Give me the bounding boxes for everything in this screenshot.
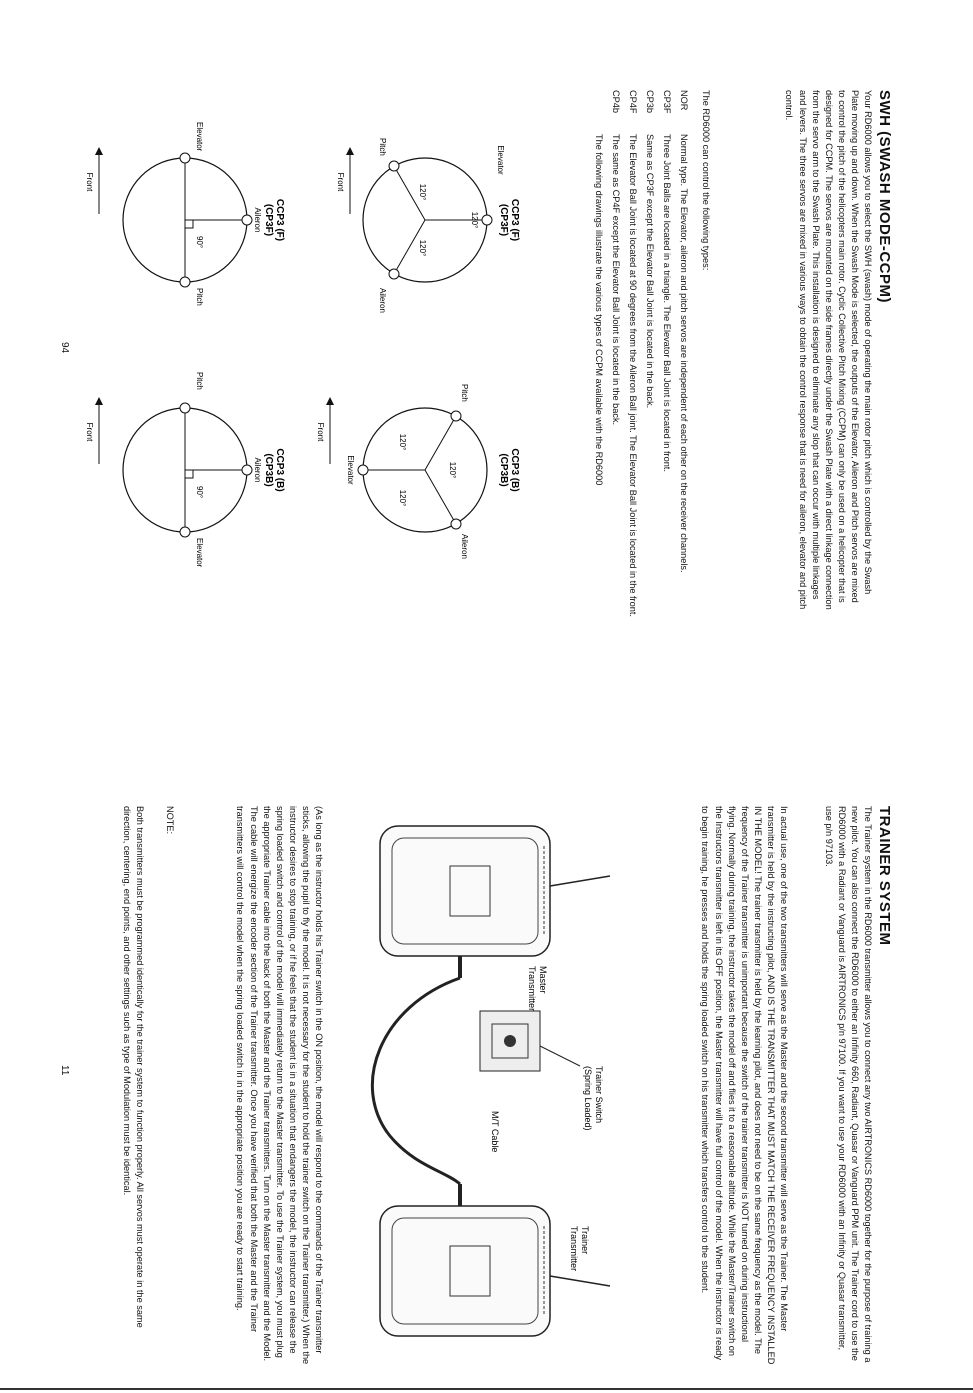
diagram-title: CCP3 (B) bbox=[509, 448, 520, 492]
ball-joint-icon bbox=[242, 215, 252, 225]
trainer-figure-svg bbox=[340, 806, 640, 1366]
trainer-switch-detail bbox=[480, 1011, 580, 1071]
front-label: Front bbox=[85, 422, 94, 442]
ball-joint-icon bbox=[242, 465, 252, 475]
pitch-label: Pitch bbox=[460, 384, 469, 402]
diagram-title: CCP3 (F) bbox=[509, 198, 520, 242]
mt-cable-icon bbox=[372, 978, 460, 1184]
angle-label: 120° bbox=[398, 489, 407, 507]
aileron-label: Aileron bbox=[378, 288, 387, 313]
diagram-cp4f-90 bbox=[85, 122, 285, 306]
ball-joint-icon bbox=[389, 269, 399, 279]
ball-joint-icon bbox=[180, 153, 190, 163]
pitch-label: Pitch bbox=[195, 288, 204, 306]
aileron-label: Aileron bbox=[460, 534, 469, 559]
angle-label: 90° bbox=[195, 486, 204, 499]
elevator-label: Elevator bbox=[496, 145, 505, 175]
type-row-cp4b: CP4b The same as CP4F except the Elevator Ball Joint is located in the back. bbox=[610, 90, 621, 426]
trainer-after: (As long as the instructor holds his Trainer switch in the ON position, the model will respond to the commands of the Trainer transmitter sticks, allowing the pupil to fly the model. It is not necessary for the student to hold the trainer switch on the Trainer transmitter.) When the instructor desires to stop training, or if he feels that the student is in a situation that endangers the model, the instructor can release the spring loaded switch and control of the model will immediately return to the Master transmitter. To use the Trainer system, you must plug the appropriate Trainer cable into the back of both the Master and the Trainer transmitters. Turn on the Master transmitter and the Model. The cable will energize the encoder section of the Trainer transmitter. Once you have verified that both the Master and the Trainer transmitters will control the model when the spring loaded switch in in the appropriate position you are ready to start training. bbox=[235, 806, 324, 1365]
switch-label-2: (Spring Loaded) bbox=[583, 1066, 593, 1131]
swash-mode-intro: Your RD6000 allows you to select the SWH (swash) mode of operating the main rotor pitch which is controlled by the Swash Plate moving up and down. When the Swash Mode is selected, the outputs of the Elevator, Aileron and Pitch servos are mixed to control the pitch of the helicopters main rotor. Cyclic Collective Pitch Mixing (CCPM) can only be used on a helicopter that is designed for CCPM. The servos are mounted on the side frames directly under the Swash Plate with a direct linkage connection from the servo arm to the Swash Plate. This installation is designed to eliminate any slop that can occur with multiple linkages and levers. The three servos are mixed in various ways to obtain the control response that is need for aileron, elevator and pitch control. bbox=[784, 90, 873, 610]
diagram-subtitle: (CP3B) bbox=[263, 453, 274, 487]
trainer-label-1: Trainer bbox=[580, 1226, 590, 1255]
ball-joint-icon bbox=[451, 411, 461, 421]
angle-label: 120° bbox=[418, 239, 427, 257]
diagram-cp4b-90 bbox=[85, 372, 285, 568]
swash-mode-heading: SWH (SWASH MODE-CCPM) bbox=[876, 90, 893, 303]
ccpm-diagrams-svg bbox=[60, 120, 530, 680]
master-transmitter-drawing bbox=[380, 826, 610, 978]
type-row-cp3f: CP3F Three Joint Balls are located in a triangle. The Elevator Ball Joint is located in front. bbox=[661, 90, 672, 472]
trainer-heading: TRAINER SYSTEM bbox=[876, 806, 893, 946]
type-row-cp3b: CP3b Same as CP3F except the Elevator Ball Joint is located in the back. bbox=[644, 90, 655, 409]
trainer-intro: The Trainer system in the RD6000 transmitter allows you to connect any two AIRTRONICS RD6000 together for the purpose of training a new pilot. You can also connect the RD6000 to either an Infinity 660, Radiant, Quasar or Vanguard PPM unit. The Trainer cord to use the RD6000 with a Radiant or Vanguard is AIRTRONICS p/n 97100. If you want to use your RD6000 with an Infinity or Quasar transmitter, use p/n 97103. bbox=[823, 806, 873, 1363]
angle-label: 120° bbox=[448, 461, 457, 479]
swash-types-list bbox=[591, 90, 694, 620]
ball-joint-icon bbox=[180, 527, 190, 537]
elevator-label: Elevator bbox=[195, 122, 204, 152]
aileron-label: Aileron bbox=[253, 207, 262, 233]
front-label: Front bbox=[85, 172, 94, 192]
switch-label-1: Trainer Switch bbox=[594, 1066, 604, 1124]
swash-types-lead: The RD6000 can control the following types: bbox=[701, 90, 711, 271]
master-label-2: Transmitter bbox=[527, 966, 537, 1012]
elevator-label: Elevator bbox=[346, 455, 355, 485]
master-label-1: Master bbox=[538, 966, 548, 994]
page-number-94: 94 bbox=[59, 342, 70, 354]
front-label: Front bbox=[316, 422, 325, 442]
ball-joint-icon bbox=[180, 403, 190, 413]
angle-label: 120° bbox=[418, 183, 427, 201]
front-label: Front bbox=[336, 172, 345, 192]
aileron-label: Aileron bbox=[253, 457, 262, 483]
ccpm-diagrams bbox=[55, 120, 530, 680]
page-number-11: 11 bbox=[59, 1065, 70, 1076]
diagram-title: CCP3 (F) bbox=[274, 198, 285, 242]
diagram-title: CCP3 (B) bbox=[274, 448, 285, 492]
ball-joint-icon bbox=[358, 465, 368, 475]
ball-joint-icon bbox=[482, 215, 492, 225]
ball-joint-icon bbox=[180, 277, 190, 287]
trainer-note: Both transmitters must be programmed identically for the trainer system to function properly. All servos must operate in the same direction, centering, end points, and other settings such as type of Modulation must be identical. bbox=[121, 806, 145, 1328]
diagram-cp3b-triangle bbox=[316, 384, 520, 559]
elevator-label: Elevator bbox=[195, 538, 204, 568]
angle-label: 120° bbox=[470, 211, 479, 229]
type-row-nor: NOR Normal type. The Elevator, aileron and pitch servos are independent of each other on the receiver channels. bbox=[679, 90, 689, 573]
trainer-usage: In actual use, one of the two transmitters will serve as the Master and the second transmitter will serve as the Trainer. The Master transmitter is held by the instructing pilot, AND IS THE TRANSMITTER THAT MUST MATCH THE RECEIVER FREQUENCY INSTALLED IN THE MODEL! The trainer transmitter is held by the learning pilot, and does not need to be on the same frequency as the model. The frequency of the Trainer transmitter is unimportant because the switch of the trainer transmitter is NOT turned on during instructional flying. Normally during training, the instructor takes the model off and flies it to a reasonable altitude. While the Master/Trainer switch on the Instructors transmitter is left in its OFF position, the Master transmitter will have full control of the model. When the instructor is ready to begin training, he presses and holds the spring loaded switch on his transmitter which transfers control to the student. bbox=[700, 806, 789, 1365]
drawings-lead: The following drawings illustrate the various types of CCPM available with the RD6000 bbox=[593, 134, 604, 486]
pitch-label: Pitch bbox=[378, 138, 387, 156]
diagram-subtitle: (CP3F) bbox=[263, 203, 274, 237]
type-row-cp4f: CP4F The Elevator Ball Joint is located at 90 degrees from the Aileron Ball joint. The Elevator Ball Joint is located in the front. bbox=[627, 90, 638, 617]
angle-label: 90° bbox=[195, 236, 204, 249]
angle-label: 120° bbox=[398, 433, 407, 451]
diagram-cp3f-triangle bbox=[336, 138, 520, 313]
ball-joint-icon bbox=[451, 519, 461, 529]
scan-edge-rule bbox=[0, 1388, 973, 1390]
pitch-label: Pitch bbox=[195, 372, 204, 390]
trainer-label-2: Transmitter bbox=[569, 1226, 579, 1272]
diagram-subtitle: (CP3F) bbox=[498, 203, 509, 237]
ball-joint-icon bbox=[389, 161, 399, 171]
cable-label: M/T Cable bbox=[490, 1111, 500, 1153]
diagram-subtitle: (CP3B) bbox=[498, 453, 509, 487]
note-label: NOTE: bbox=[165, 806, 175, 835]
trainer-figure bbox=[335, 806, 640, 1366]
